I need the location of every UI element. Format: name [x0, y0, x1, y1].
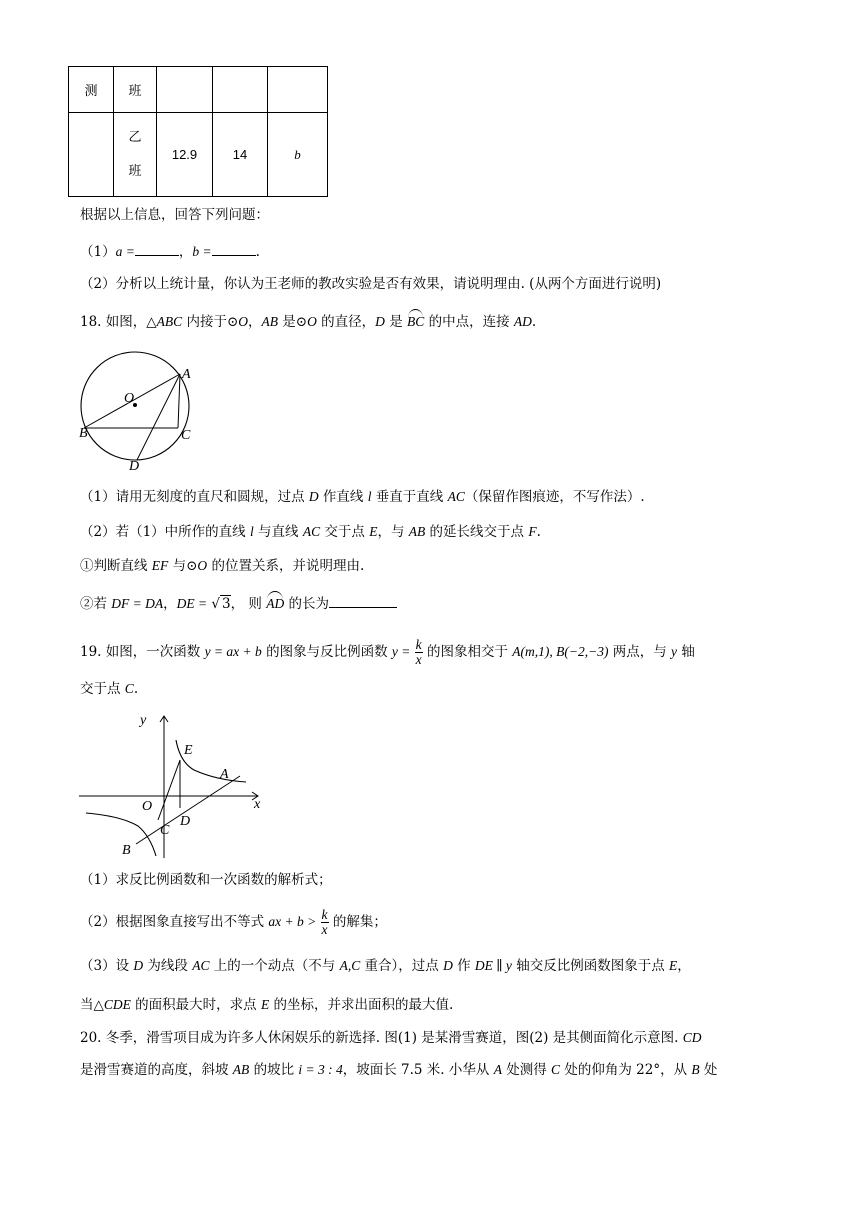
arc-bc: BC [407, 312, 424, 332]
q19-stem: 19. 如图，一次函数 y = ax + b 的图象与反比例函数 y = $\frac{k}{x}$ 的图象相交于 A(m,1), B(−2,−3) 两点，与 y 轴 [80, 637, 695, 667]
table-cell: 12.9 [157, 113, 213, 197]
label-A: A [220, 767, 229, 782]
table-cell [213, 67, 268, 113]
table-cell: b [268, 113, 328, 197]
circle-figure [76, 350, 206, 480]
q19-part3-cont: 当△CDE 的面积最大时，求点 E 的坐标，并求出面积的最大值. [80, 997, 454, 1013]
table-cell: 测 [69, 67, 114, 113]
label-O: O [124, 391, 135, 406]
label-C: C [160, 823, 170, 838]
q17-intro: 根据以上信息，回答下列问题： [80, 207, 269, 223]
q19-part2: （2）根据图象直接写出不等式 ax + b > $\frac{k}{x}$ 的解集； [80, 907, 387, 937]
function-graph-figure [76, 708, 266, 860]
class-label-bottom: 班 [128, 163, 142, 179]
label-B: B [79, 426, 88, 441]
table-cell: 班 [114, 67, 157, 113]
q18-stem: 18. 如图，△ABC 内接于⊙O，AB 是⊙O 的直径，D 是 BC 的中点，连接 AD. [80, 314, 537, 330]
label-y: y [140, 713, 147, 728]
label-C: C [181, 428, 191, 443]
label-A: A [182, 367, 191, 382]
q18-sub2: ②若 DF = DA，DE = √ 3， 则 AD 的长为 [80, 594, 397, 614]
q18-sub1: ①判断直线 EF 与⊙O 的位置关系，并说明理由. [80, 558, 365, 574]
label-O: O [142, 799, 153, 814]
label-D: D [180, 814, 191, 829]
label-x: x [254, 797, 261, 812]
fraction-k-over-x: $\frac{k}{x}$ [321, 907, 328, 937]
q17-part1: （1）a = ，b = . [80, 244, 260, 260]
table-cell [69, 113, 114, 197]
q17-part2: （2）分析以上统计量，你认为王老师的教改实验是否有效果，请说明理由. (从两个方面进行说明) [80, 276, 662, 292]
class-label-top: 乙 [128, 129, 142, 145]
q18-part1: （1）请用无刻度的直尺和圆规，过点 D 作直线 l 垂直于直线 AC（保留作图痕迹，不写作法）. [80, 489, 645, 505]
label-E: E [184, 743, 193, 758]
table-cell [157, 67, 213, 113]
table-class-cell [114, 113, 157, 197]
arc-ad: AD [266, 594, 284, 614]
fraction-k-over-x: $\frac{k}{x}$ [415, 637, 422, 667]
table-cell [268, 67, 328, 113]
label-B: B [122, 843, 131, 858]
q18-part2: （2）若（1）中所作的直线 l 与直线 AC 交于点 E，与 AB 的延长线交于点 F. [80, 524, 541, 540]
q19-part1: （1）求反比例函数和一次函数的解析式； [80, 872, 332, 888]
q19-stem-2: 交于点 C. [80, 681, 139, 697]
q20-line2: 是滑雪赛道的高度，斜坡 AB 的坡比 i = 3 : 4，坡面长 7.5 米. 小华从 A 处测得 C 处的仰角为 22°，从 B 处 [80, 1062, 718, 1078]
q20-line1: 20. 冬季，滑雪项目成为许多人休闲娱乐的新选择. 图(1) 是某滑雪赛道，图(2) 是其侧面简化示意图. CD [80, 1030, 702, 1046]
table-cell: 14 [213, 113, 268, 197]
q19-part3: （3）设 D 为线段 AC 上的一个动点（不与 A,C 重合），过点 D 作 DE ∥ y 轴交反比例函数图象于点 E， [80, 958, 691, 974]
label-D: D [129, 459, 140, 474]
stats-table-fragment [68, 66, 328, 197]
